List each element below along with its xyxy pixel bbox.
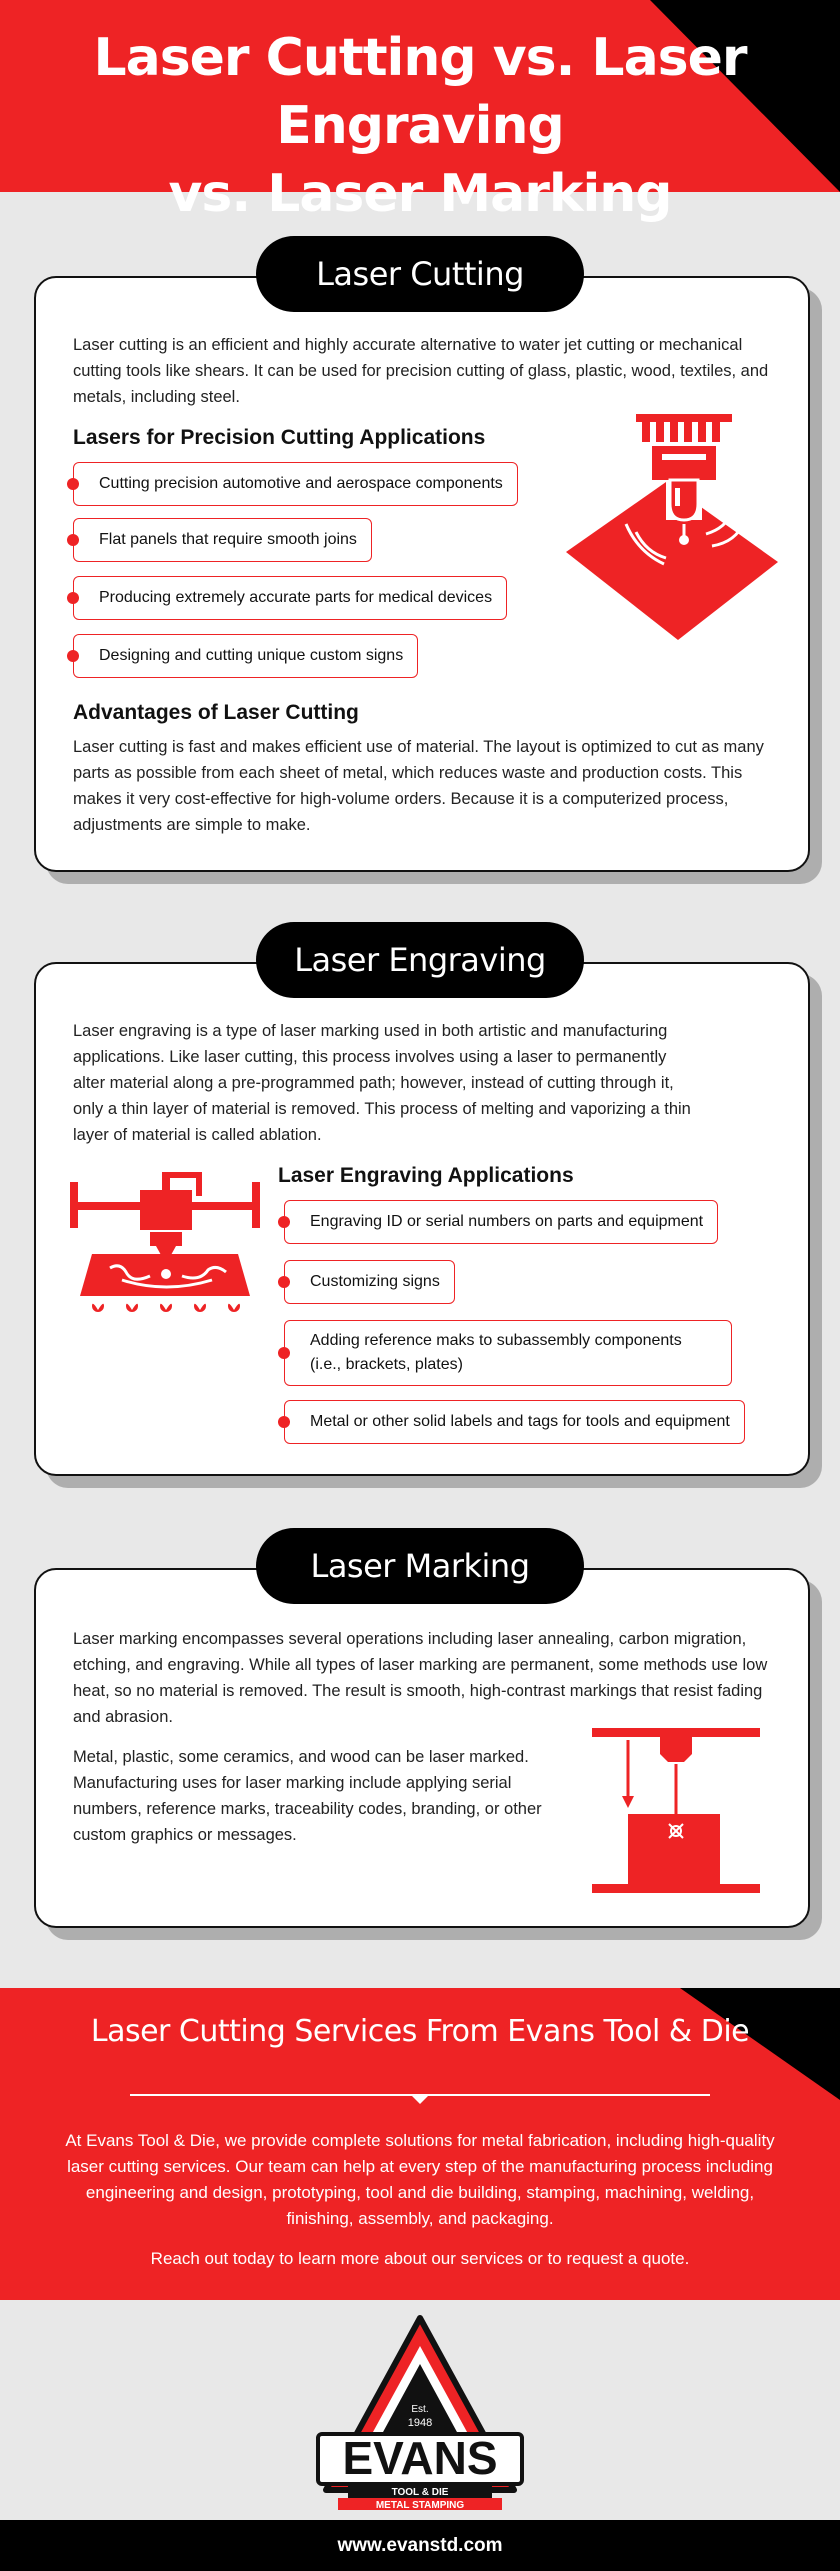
bullet-text: Flat panels that require smooth joins [99, 531, 357, 548]
laser-marking-title-pill [256, 1528, 584, 1604]
logo-est: Est. [411, 2404, 429, 2415]
bullet-dot [67, 478, 79, 490]
cutting-advantages-text: Laser cutting is fast and makes efficient use of material. The layout is optimized to cut as many parts as possible from each sheet of metal, which reduces waste and production costs. This makes it very cost-effective for high-volume orders. Because it is a computerized process, adjustments are simple to make. [73, 738, 764, 834]
laser-marking-title: Laser Marking [310, 1547, 530, 1585]
header-banner [0, 0, 840, 224]
services-divider-notch [411, 2095, 429, 2104]
engraving-subhead: Laser Engraving Applications [278, 1164, 574, 1187]
cutting-advantages-title: Advantages of Laser Cutting [73, 701, 359, 724]
logo-name: EVANS [342, 2432, 498, 2484]
bullet-dot [67, 592, 79, 604]
engraving-bullet [284, 1400, 745, 1444]
services-banner [0, 1988, 840, 2300]
evans-logo [300, 2314, 540, 2510]
engraving-bullet [284, 1200, 718, 1244]
title-line-1: Laser Cutting vs. Laser Engraving [93, 28, 747, 156]
cutting-intro: Laser cutting is an efficient and highly accurate alternative to water jet cutting or mechanical cutting tools like shears. It can be used for precision cutting of glass, plastic, wood, textiles, and metals, including steel. [73, 336, 769, 406]
bullet-text: Engraving ID or serial numbers on parts and equipment [310, 1213, 704, 1230]
bullet-dot [278, 1276, 290, 1288]
logo-area [0, 2300, 840, 2520]
bullet-text: Customizing signs [310, 1273, 440, 1290]
laser-engraving-title: Laser Engraving [294, 941, 546, 979]
logo-year: 1948 [407, 2417, 433, 2429]
laser-cutting-title-pill [256, 236, 584, 312]
page-title [0, 24, 840, 228]
bullet-dot [278, 1216, 290, 1228]
bullet-dot [67, 650, 79, 662]
title-line-2: vs. Laser Marking [168, 164, 672, 224]
laser-engraving-card [34, 962, 810, 1476]
services-paragraph-1: At Evans Tool & Die, we provide complete solutions for metal fabrication, including high-quality laser cutting services. Our team can help at every step of the manufacturing process including engineering and design, prototyping, tool and die building, stamping, machining, welding, finishing, assembly, and packaging. [65, 2131, 775, 2228]
bullet-dot [278, 1416, 290, 1428]
website-link[interactable]: www.evanstd.com [337, 2535, 503, 2556]
bullet-text: Producing extremely accurate parts for medical devices [99, 589, 493, 606]
services-title: Laser Cutting Services From Evans Tool & Die [90, 2014, 750, 2049]
laser-cutting-title: Laser Cutting [316, 255, 524, 293]
services-paragraph-2: Reach out today to learn more about our services or to request a quote. [150, 2249, 690, 2268]
marking-paragraph-2: Metal, plastic, some ceramics, and wood can be laser marked. Manufacturing uses for laser marking include applying serial numbers, reference marks, traceability codes, branding, or other custom graphics or messages. [73, 1748, 542, 1844]
cutting-bullet [73, 576, 507, 620]
bullet-text: Metal or other solid labels and tags for tools and equipment [310, 1413, 730, 1430]
cutting-subhead: Lasers for Precision Cutting Applications [73, 426, 486, 449]
bullet-dot [278, 1347, 290, 1359]
engraving-bullet [284, 1320, 732, 1386]
logo-line-2: METAL STAMPING [375, 2500, 465, 2511]
laser-engraving-title-pill [256, 922, 584, 998]
laser-cutting-card [34, 276, 810, 872]
bullet-text: Designing and cutting unique custom signs [99, 647, 404, 664]
marking-paragraph-1: Laser marking encompasses several operations including laser annealing, carbon migration, etching, and engraving. While all types of laser marking are permanent, some methods use low heat, so no material is removed. The result is smooth, high-contrast markings that resist fading and abrasion. [73, 1630, 768, 1726]
bullet-dot [67, 534, 79, 546]
bullet-text: Cutting precision automotive and aerospace components [99, 475, 503, 492]
cutting-bullet [73, 462, 518, 506]
engraving-intro: Laser engraving is a type of laser marking used in both artistic and manufacturing applications. Like laser cutting, this process involves using a laser to permanently alter material along a pre-programmed path; however, instead of cutting through it, only a thin layer of material is removed. This process of melting and vaporizing a thin layer of material is called ablation. [73, 1022, 691, 1144]
cutting-bullet [73, 634, 418, 678]
laser-marking-card [34, 1568, 810, 1928]
laser-marking-icon [592, 1728, 762, 1896]
laser-engraving-icon [70, 1172, 260, 1322]
cutting-bullet [73, 518, 372, 562]
laser-cutting-icon [566, 412, 778, 644]
logo-line-1: TOOL & DIE [391, 2487, 449, 2498]
engraving-bullet [284, 1260, 455, 1304]
footer [0, 2520, 840, 2571]
bullet-text: Adding reference maks to subassembly components (i.e., brackets, plates) [310, 1332, 682, 1373]
